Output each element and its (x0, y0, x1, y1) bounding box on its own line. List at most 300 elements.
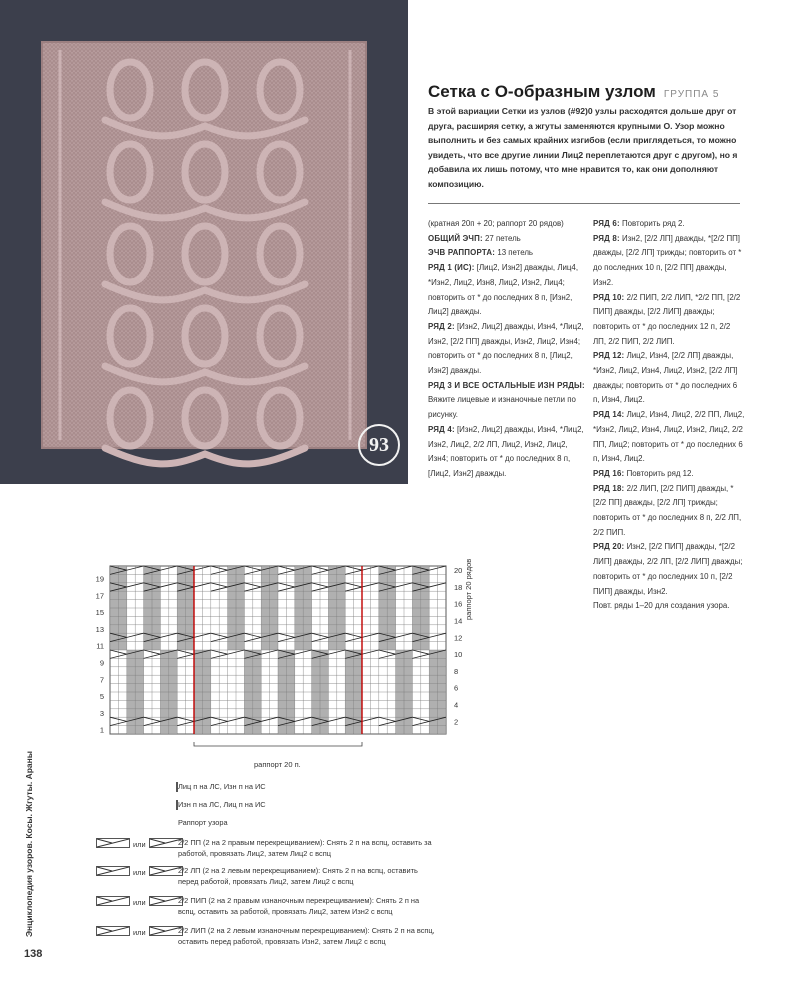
book-spine-title: Энциклопедия узоров. Косы. Жгуты. Араны (24, 750, 34, 937)
purl-cell (202, 675, 210, 683)
purl-cell (286, 726, 294, 734)
purl-cell (110, 574, 118, 582)
row-number-right: 10 (454, 650, 463, 660)
purl-cell (387, 600, 395, 608)
purl-cell (236, 600, 244, 608)
purl-cell (286, 692, 294, 700)
purl-cell (328, 616, 336, 624)
row-number-left: 19 (95, 574, 104, 584)
instruction-text: 27 петель (485, 233, 521, 243)
purl-cell (286, 675, 294, 683)
purl-cell (379, 642, 387, 650)
purl-cell (152, 616, 160, 624)
purl-cell (135, 684, 143, 692)
purl-cell (337, 591, 345, 599)
purl-cell (404, 658, 412, 666)
purl-cell (118, 616, 126, 624)
instruction-text: [Изн2, Лиц2] дважды, Изн4, *Лиц2, Изн2, Лиц2, 2/2 ЛП, Лиц2, Изн2, Лиц2, Изн4; повторить от * до последних 8 п, [Лиц2, Изн2] дважды. (428, 424, 584, 478)
purl-cell (144, 625, 152, 633)
purl-cell (404, 700, 412, 708)
purl-cell (303, 625, 311, 633)
purl-cell (429, 700, 437, 708)
repeat-width-label: раппорт 20 п. (254, 760, 301, 769)
purl-cell (135, 726, 143, 734)
purl-cell (412, 625, 420, 633)
purl-cell (379, 625, 387, 633)
instruction-label: РЯД 4: (428, 424, 455, 434)
purl-cell (396, 675, 404, 683)
knitting-chart (90, 562, 470, 762)
purl-cell (295, 591, 303, 599)
instruction-text: 2/2 ПИП, 2/2 ЛИП, *2/2 ПП, [2/2 ПИП] дважды, [2/2 ЛИП] дважды; повторить от * до последних 12 п, 2/2 ЛП, 2/2 ПИП, 2/2 ЛИП. (593, 292, 741, 346)
row-number-left: 15 (95, 608, 104, 618)
purl-cell (354, 667, 362, 675)
purl-cell (320, 709, 328, 717)
purl-cell (228, 574, 236, 582)
purl-cell (387, 574, 395, 582)
pattern-title: Сетка с О-образным узлом (428, 82, 656, 101)
repeat-width-bracket (194, 742, 362, 746)
purl-cell (110, 600, 118, 608)
purl-cell (320, 684, 328, 692)
pattern-intro: В этой вариации Сетки из узлов (#92)0 узлы расходятся дольше друг от друга, расширяя сетку, а жгуты заменяются крупными О. Узор можно выполнить и без самых крайних изгибов (если приглядеться, то можно увидеть, что все другие линии Лиц2 переплетаются друг с другом), но я добавила их лишь потому, что мне нравится то, как они дополняют композицию. (428, 106, 738, 189)
purl-cell (202, 709, 210, 717)
purl-cell (152, 574, 160, 582)
purl-cell (270, 574, 278, 582)
purl-cell (244, 658, 252, 666)
instruction-label: ОБЩИЙ ЭЧП: (428, 233, 483, 243)
purl-cell (429, 726, 437, 734)
purl-cell (135, 692, 143, 700)
purl-cell (160, 726, 168, 734)
purl-cell (228, 591, 236, 599)
purl-cell (118, 625, 126, 633)
purl-cell (429, 658, 437, 666)
purl-cell (354, 709, 362, 717)
purl-cell (387, 616, 395, 624)
purl-cell (169, 692, 177, 700)
purl-cell (110, 591, 118, 599)
row-number-right: 20 (454, 566, 463, 576)
instruction-paragraph (428, 261, 588, 320)
purl-cell (253, 692, 261, 700)
purl-cell (429, 684, 437, 692)
purl-cell (286, 667, 294, 675)
purl-cell (278, 726, 286, 734)
purl-cell (286, 658, 294, 666)
purl-cell (244, 675, 252, 683)
row-number-left: 7 (99, 675, 104, 685)
purl-cell (253, 726, 261, 734)
purl-cell (186, 600, 194, 608)
purl-cell (337, 616, 345, 624)
instruction-paragraph (593, 291, 745, 350)
purl-cell (118, 591, 126, 599)
row-number-right: 18 (454, 582, 463, 592)
purl-cell (312, 684, 320, 692)
instruction-label: РЯД 2: (428, 321, 455, 331)
purl-cell (160, 667, 168, 675)
purl-cell (312, 700, 320, 708)
purl-cell (412, 600, 420, 608)
instruction-paragraph (428, 320, 588, 379)
instruction-paragraph (428, 246, 588, 261)
instruction-paragraph (593, 540, 745, 599)
purl-cell (253, 709, 261, 717)
purl-cell (429, 667, 437, 675)
purl-cell (328, 591, 336, 599)
row-number-right: 14 (454, 616, 463, 626)
instruction-label: РЯД 14: (593, 410, 625, 420)
purl-cell (261, 591, 269, 599)
purl-cell (194, 709, 202, 717)
purl-cell (412, 616, 420, 624)
purl-cell (286, 709, 294, 717)
purl-cell (144, 574, 152, 582)
purl-cell (278, 658, 286, 666)
purl-cell (438, 700, 446, 708)
purl-cell (236, 608, 244, 616)
purl-cell (177, 616, 185, 624)
purl-cell (127, 709, 135, 717)
purl-cell (345, 667, 353, 675)
cable-right-icon (96, 838, 130, 852)
purl-cell (118, 642, 126, 650)
purl-cell (144, 616, 152, 624)
purl-cell (177, 642, 185, 650)
purl-cell (421, 616, 429, 624)
purl-cell (438, 658, 446, 666)
instruction-label: ЭЧВ РАППОРТА: (428, 248, 496, 258)
purl-cell (312, 726, 320, 734)
purl-cell (396, 700, 404, 708)
purl-cell (253, 658, 261, 666)
instruction-paragraph (593, 217, 745, 232)
purl-cell (312, 675, 320, 683)
purl-cell (438, 667, 446, 675)
instruction-text: [Изн2, Лиц2] дважды, Изн4, *Лиц2, Изн2, [2/2 ПП] дважды, Изн2, Лиц2, Изн4; повторить от * до последних 8 п, [Лиц2, Изн2] дважды. (428, 321, 584, 376)
purl-cell (261, 574, 269, 582)
purl-cell (404, 709, 412, 717)
purl-cell (194, 658, 202, 666)
legend-cable-lpc: или 2/2 ЛИП (2 на 2 левым изнаночным перекрещиванием): Снять 2 п на вспц, оставить перед работой, провязать Изн2, затем Лиц2 с вспц (96, 926, 438, 947)
purl-cell (379, 616, 387, 624)
purl-cell (127, 675, 135, 683)
purl-cell (412, 642, 420, 650)
purl-cell (354, 726, 362, 734)
instruction-text: Изн2, [2/2 ЛП] дважды, *[2/2 ПП] дважды, [2/2 ЛП] трижды; повторить от * до последних 10 п, [2/2 ПП] дважды, Изн2. (593, 233, 742, 287)
purl-cell (194, 726, 202, 734)
purl-cell (387, 591, 395, 599)
purl-cell (177, 574, 185, 582)
purl-cell (127, 667, 135, 675)
purl-cell (278, 667, 286, 675)
purl-cell (337, 642, 345, 650)
purl-cell (270, 600, 278, 608)
purl-cell (270, 608, 278, 616)
purl-cell (253, 675, 261, 683)
purl-cell (295, 600, 303, 608)
purl-cell (312, 658, 320, 666)
purl-cell (244, 726, 252, 734)
instruction-paragraph (593, 599, 745, 614)
purl-cell (303, 608, 311, 616)
purl-cell (228, 616, 236, 624)
purl-cell (303, 574, 311, 582)
purl-cell (202, 658, 210, 666)
purl-cell (186, 642, 194, 650)
row-number-left: 3 (99, 708, 104, 718)
purl-cell (110, 642, 118, 650)
instruction-label: РЯД 8: (593, 233, 620, 243)
purl-cell (244, 667, 252, 675)
purl-cell (194, 675, 202, 683)
swatch-illustration (0, 0, 408, 484)
legend-knit: Лиц п на ЛС, Изн п на ИС (178, 782, 266, 791)
instruction-text: [Лиц2, Изн2] дважды, Лиц4, *Изн2, Лиц2, Изн8, Лиц2, Изн2, Лиц4; повторить от * до последних 8 п, [Изн2, Лиц2] дважды. (428, 263, 579, 317)
purl-cell (186, 608, 194, 616)
purl-cell (177, 608, 185, 616)
purl-cell (379, 591, 387, 599)
row-number-left: 13 (95, 624, 104, 634)
purl-cell (135, 700, 143, 708)
purl-cell (127, 684, 135, 692)
purl-cell (387, 642, 395, 650)
purl-cell (345, 692, 353, 700)
legend-purl: Изн п на ЛС, Лиц п на ИС (178, 800, 266, 809)
row-number-right: 2 (454, 717, 459, 727)
instruction-text: Повторить ряд 12. (626, 468, 694, 478)
purl-cell (127, 692, 135, 700)
purl-cell (261, 600, 269, 608)
purl-cell (328, 600, 336, 608)
purl-cell (186, 591, 194, 599)
instruction-label: РЯД 12: (593, 351, 625, 361)
purl-cell (354, 658, 362, 666)
purl-cell (169, 726, 177, 734)
purl-cell (412, 591, 420, 599)
purl-cell (127, 726, 135, 734)
instruction-text: Повт. ряды 1–20 для создания узора. (593, 601, 730, 611)
purl-cell (127, 658, 135, 666)
purl-cell (295, 616, 303, 624)
purl-cell (261, 616, 269, 624)
purl-cell (169, 675, 177, 683)
purl-cell (328, 574, 336, 582)
purl-cell (160, 700, 168, 708)
purl-cell (421, 574, 429, 582)
row-number-right: 16 (454, 599, 463, 609)
purl-cell (160, 692, 168, 700)
purl-cell (270, 591, 278, 599)
row-number-right: 4 (454, 700, 459, 710)
purl-cell (244, 692, 252, 700)
purl-cell (261, 608, 269, 616)
purl-cell (118, 574, 126, 582)
pattern-title-block (428, 82, 788, 102)
purl-cell (169, 709, 177, 717)
purl-cell (320, 726, 328, 734)
purl-cell (152, 608, 160, 616)
row-number-left: 17 (95, 591, 104, 601)
purl-cell (303, 616, 311, 624)
purl-cell (169, 667, 177, 675)
instruction-label: РЯД 16: (593, 468, 625, 478)
purl-cell (404, 675, 412, 683)
purl-cell (387, 608, 395, 616)
purl-cell (404, 692, 412, 700)
purl-cell (135, 658, 143, 666)
purl-cell (244, 709, 252, 717)
purl-cell (177, 625, 185, 633)
legend-repeat: Раппорт узора (178, 818, 228, 827)
purl-cell (379, 600, 387, 608)
pattern-number-badge: 93 (358, 424, 400, 466)
instruction-paragraph (428, 217, 588, 232)
purl-cell (236, 591, 244, 599)
purl-cell (404, 726, 412, 734)
purl-cell (328, 625, 336, 633)
row-number-right: 8 (454, 666, 459, 676)
purl-cell (110, 608, 118, 616)
instruction-paragraph (428, 232, 588, 247)
purl-cell (320, 658, 328, 666)
purl-cell (278, 684, 286, 692)
purl-cell (186, 625, 194, 633)
purl-cell (202, 726, 210, 734)
purl-cell (135, 667, 143, 675)
purl-cell (253, 684, 261, 692)
row-number-left: 5 (99, 692, 104, 702)
row-number-right: 12 (454, 633, 463, 643)
instruction-text: Повторить ряд 2. (621, 219, 685, 228)
purl-cell (278, 692, 286, 700)
instruction-label: РЯД 1 (ИС): (428, 263, 475, 273)
purl-cell (202, 692, 210, 700)
purl-cell (345, 658, 353, 666)
purl-cell (270, 642, 278, 650)
purl-cell (303, 591, 311, 599)
instruction-label: РЯД 10: (593, 292, 625, 302)
row-number-left: 1 (99, 725, 104, 735)
purl-cell (320, 700, 328, 708)
purl-cell (270, 625, 278, 633)
purl-cell (144, 642, 152, 650)
purl-cell (270, 616, 278, 624)
instruction-label: РЯД 20: (593, 542, 625, 552)
page-number: 138 (24, 948, 43, 960)
purl-cell (286, 684, 294, 692)
row-number-left: 11 (96, 641, 104, 651)
row-number-left: 9 (99, 658, 104, 668)
purl-cell (438, 692, 446, 700)
purl-cell (345, 709, 353, 717)
cable-left-purl-icon (96, 926, 130, 940)
purl-cell (303, 642, 311, 650)
purl-cell (438, 684, 446, 692)
purl-cell (236, 642, 244, 650)
purl-cell (110, 616, 118, 624)
instruction-text: 13 петель (497, 248, 534, 258)
purl-cell (236, 574, 244, 582)
instruction-text: 2/2 ЛИП, [2/2 ПИП] дважды, *[2/2 ПП] дважды, [2/2 ЛП] трижды; повторить от * до последних 8 п, 2/2 ЛП, 2/2 ПИП. (593, 483, 742, 537)
purl-cell (160, 675, 168, 683)
purl-cell (160, 709, 168, 717)
instruction-paragraph (593, 482, 745, 541)
legend-cable-lc: или 2/2 ЛП (2 на 2 левым перекрещиванием): Снять 2 п на вспц, оставить перед работой, провязать Лиц2, затем Лиц2 с вспц (96, 866, 438, 887)
purl-cell (412, 574, 420, 582)
purl-cell (236, 616, 244, 624)
purl-cell (337, 608, 345, 616)
purl-cell (404, 684, 412, 692)
instruction-label: РЯД 6: (593, 219, 620, 228)
instruction-label: РЯД 18: (593, 483, 625, 493)
purl-cell (396, 692, 404, 700)
purl-cell (421, 608, 429, 616)
purl-cell (228, 625, 236, 633)
instruction-text: Изн2, [2/2 ПИП] дважды, *[2/2 ЛИП] дважды, 2/2 ЛП, [2/2 ЛИП] дважды; повторить от * до последних 10 п, [2/2 ПИП] дважды, Изн2. (593, 542, 743, 596)
purl-cell (421, 625, 429, 633)
purl-cell (429, 709, 437, 717)
purl-cell (337, 625, 345, 633)
purl-cell (421, 591, 429, 599)
purl-cell (244, 684, 252, 692)
purl-cell (244, 700, 252, 708)
purl-cell (194, 667, 202, 675)
instruction-paragraph (593, 467, 745, 482)
purl-cell (194, 700, 202, 708)
instruction-label: РЯД 3 И ВСЕ ОСТАЛЬНЫЕ ИЗН РЯДЫ: (428, 380, 585, 390)
purl-cell (396, 667, 404, 675)
purl-cell (337, 574, 345, 582)
purl-cell (412, 608, 420, 616)
purl-cell (135, 675, 143, 683)
instruction-text: Лиц2, Изн4, [2/2 ЛП] дважды, *Изн2, Лиц2, Изн4, Лиц2, Изн2, [2/2 ЛП] дважды; повторить от * до последних 6 п, Изн4, Лиц2. (593, 351, 738, 405)
purl-cell (194, 684, 202, 692)
purl-cell (345, 700, 353, 708)
instruction-text: (кратная 20п + 20; раппорт 20 рядов) (428, 219, 564, 228)
purl-cell (312, 692, 320, 700)
purl-cell (345, 684, 353, 692)
purl-cell (345, 726, 353, 734)
purl-cell (303, 600, 311, 608)
purl-cell (396, 658, 404, 666)
purl-cell (438, 726, 446, 734)
purl-cell (396, 709, 404, 717)
purl-cell (429, 675, 437, 683)
purl-cell (278, 700, 286, 708)
purl-cell (429, 692, 437, 700)
purl-cell (202, 700, 210, 708)
purl-cell (253, 667, 261, 675)
purl-cell (438, 675, 446, 683)
purl-cell (144, 608, 152, 616)
purl-cell (379, 574, 387, 582)
purl-cell (320, 675, 328, 683)
legend-cable-rpc: или 2/2 ПИП (2 на 2 правым изнаночным перекрещиванием): Снять 2 п на вспц, оставить за работой, провязать Лиц2, затем Изн2 с вспц (96, 896, 438, 917)
legend-cable-rc: или 2/2 ПП (2 на 2 правым перекрещиванием): Снять 2 п на вспц, оставить за работой, провязать Лиц2, затем Лиц2 с вспц (96, 838, 438, 859)
purl-cell (228, 600, 236, 608)
purl-cell (177, 591, 185, 599)
purl-cell (118, 608, 126, 616)
purl-cell (295, 625, 303, 633)
purl-cell (186, 574, 194, 582)
purl-cell (152, 600, 160, 608)
purl-cell (160, 658, 168, 666)
purl-cell (135, 709, 143, 717)
swatch-photo (0, 0, 408, 484)
purl-cell (194, 692, 202, 700)
